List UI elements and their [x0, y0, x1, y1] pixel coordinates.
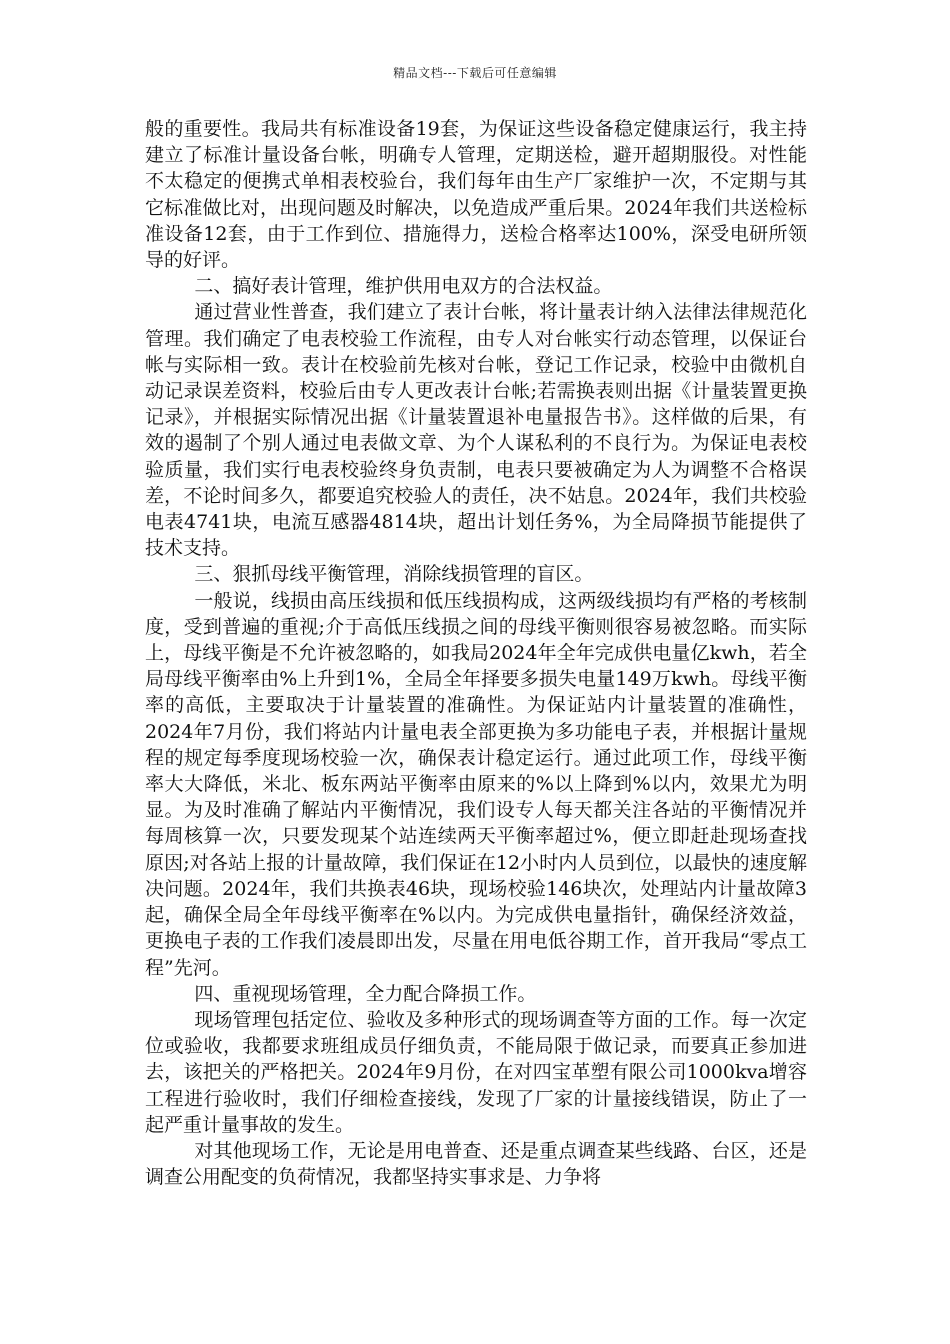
paragraph-other-site-work: 对其他现场工作，无论是用电普查、还是重点调查某些线路、台区，还是调查公用配变的负荷情况，我都坚持实事求是、力争将 [145, 1139, 807, 1189]
paragraph-meter-management: 通过营业性普查，我们建立了表计台帐，将计量表计纳入法律法律规范化管理。我们确定了电表校验工作流程，由专人对台帐实行动态管理，以保证台帐与实际相一致。表计在校验前先核对台帐，登记工作记录，校验中由微机自动记录误差资料，校验后由专人更改表计台帐;若需换表则出据《计量装置更换记录》，并根据实际情况出据《计量装置退补电量报告书》。这样做的后果，有效的遏制了个别人通过电表做文章、为个人谋私利的不良行为。为保证电表校验质量，我们实行电表校验终身负责制，电表只要被确定为人为调整不合格误差，不论时间多久，都要追究校验人的责任，决不姑息。2024年，我们共校验电表4741块，电流互感器4814块，超出计划任务%，为全局降损节能提供了技术支持。 [145, 301, 807, 560]
section-heading-3: 三、狠抓母线平衡管理，消除线损管理的盲区。 [194, 563, 594, 586]
document-body [145, 116, 807, 1190]
paragraph-busbar-balance: 一般说，线损由高压线损和低压线损构成，这两级线损均有严格的考核制度，受到普遍的重视;介于高低压线损之间的母线平衡则很容易被忽略。而实际上，母线平衡是不允许被忽略的，如我局2024年全年完成供电量亿kwh，若全局母线平衡率由%上升到1%，全局全年择要多损失电量149万kwh。母线平衡率的高低，主要取决于计量装置的准确性。为保证站内计量装置的准确性，2024年7月份，我们将站内计量电表全部更换为多功能电子表，并根据计量规程的规定每季度现场校验一次，确保表计稳定运行。通过此项工作，母线平衡率大大降低，米北、板东两站平衡率由原来的%以上降到%以内，效果尤为明显。为及时准确了解站内平衡情况，我们设专人每天都关注各站的平衡情况并每周核算一次，只要发现某个站连续两天平衡率超过%，便立即赶赴现场查找原因;对各站上报的计量故障，我们保证在12小时内人员到位，以最快的速度解决问题。2024年，我们共换表46块，现场校验146块次，处理站内计量故障3起，确保全局全年母线平衡率在%以内。为完成供电量指针，确保经济效益，更换电子表的工作我们凌晨即出发，尽量在用电低谷期工作，首开我局“零点工程”先河。 [145, 589, 807, 979]
paragraph-continuation: 般的重要性。我局共有标准设备19套，为保证这些设备稳定健康运行，我主持建立了标准计量设备台帐，明确专人管理，定期送检，避开超期服役。对性能不太稳定的便携式单相表校验台，我们每年由生产厂家维护一次，不定期与其它标准做比对，出现问题及时解决，以免造成严重后果。2024年我们共送检标准设备12套，由于工作到位、措施得力，送检合格率达100%，深受电研所领导的好评。 [145, 118, 807, 272]
section-heading-2: 二、搞好表计管理，维护供用电双方的合法权益。 [194, 275, 613, 298]
page-header: 精品文档---下载后可任意编辑 [393, 66, 557, 80]
section-heading-4: 四、重视现场管理，全力配合降损工作。 [194, 982, 537, 1005]
paragraph-site-management: 现场管理包括定位、验收及多种形式的现场调查等方面的工作。每一次定位或验收，我都要求班组成员仔细负责，不能局限于做记录，而要真正参加进去，该把关的严格把关。2024年9月份，在对四宝革塑有限公司1000kva增容工程进行验收时，我们仔细检查接线，发现了厂家的计量接线错误，防止了一起严重计量事故的发生。 [145, 1008, 807, 1136]
